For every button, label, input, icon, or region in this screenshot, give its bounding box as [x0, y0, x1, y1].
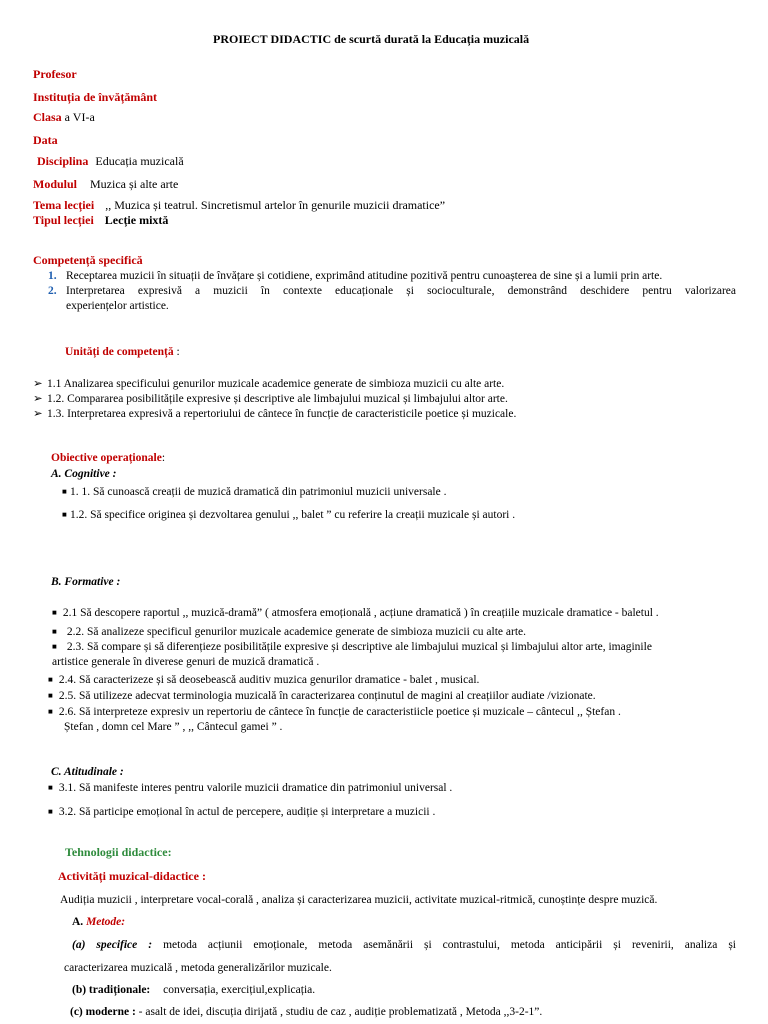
moderne-row: [70, 1005, 542, 1020]
unitati-item: ➢ 1.3. Interpretarea expresivă a repertoriului de cântece în funcție de caracteristicile poetice și muzicale.: [33, 408, 517, 420]
disciplina-value: Educația muzicală: [95, 154, 184, 168]
tema-value: ,, Muzica și teatrul. Sincretismul artelor în genurile muzicii dramatice”: [105, 198, 446, 212]
square-bullet-icon: ■: [48, 807, 53, 816]
clasa-row: [33, 110, 95, 126]
tema-row: [33, 198, 445, 214]
modulul-row: [33, 177, 178, 193]
moderne-label: (c) moderne :: [70, 1006, 136, 1018]
obiective-heading-suffix: :: [161, 452, 166, 464]
clasa-value: a VI-a: [64, 110, 95, 124]
formative-item: ■ 2.1 Să descopere raportul ,, muzică-dramă” ( atmosfera emoțională , acțiune dramatică ) în creațiile muzicale dramatice - baletul .: [52, 607, 659, 619]
formative-item: ■ 2.5. Să utilizeze adecvat terminologia muzicală în caracterizarea conținutul de magini al creațiilor audiate /vizionate.: [48, 690, 596, 702]
specifice-row: [72, 938, 736, 953]
specifice-text-continuation: caracterizarea muzicală , metoda generalizărilor muzicale.: [64, 962, 332, 974]
square-bullet-icon: ■: [52, 642, 57, 651]
unitati-heading-row: [65, 345, 180, 360]
traditionale-label: (b) tradiționale:: [72, 984, 151, 996]
square-bullet-icon: ■: [48, 691, 53, 700]
square-bullet-icon: ■: [62, 487, 67, 496]
formative-item: ■ 2.2. Să analizeze specificul genurilor muzicale academice generate de simbioza muzicii cu alte arte.: [52, 626, 527, 638]
tipul-row: [33, 213, 168, 229]
competenta-item: Receptarea muzicii în situații de învățare și cotidiene, exprimând atitudine pozitivă pentru cunoașterea de sine și a lumii prin arte.: [66, 270, 663, 282]
atitudinale-heading: C. Atitudinale :: [51, 766, 124, 778]
formative-heading: B. Formative :: [51, 576, 121, 588]
competenta-heading: Competență specifică: [33, 253, 143, 267]
metode-heading-row: [72, 915, 125, 930]
activitati-text: Audiția muzicii , interpretare vocal-corală , analiza și caracterizarea muzicii, activitate muzical-ritmică, cunoștințe despre muzică.: [60, 894, 658, 906]
specifice-label: (a) specifice :: [72, 939, 153, 951]
metode-prefix: A.: [72, 916, 87, 928]
competenta-item-continuation: experiențelor artistice.: [66, 300, 169, 312]
disciplina-label: Disciplina: [37, 154, 89, 168]
institutia-label: Instituția de învățământ: [33, 90, 158, 104]
square-bullet-icon: ■: [62, 510, 67, 519]
competenta-number: 1.: [48, 270, 57, 282]
square-bullet-icon: ■: [52, 627, 57, 636]
formative-item-continuation: Ștefan , domn cel Mare ” , ,, Cântecul gamei ” .: [64, 721, 283, 733]
disciplina-row: [37, 154, 184, 170]
activitati-heading: Activități muzical-didactice :: [58, 869, 206, 883]
clasa-label: Clasa: [33, 110, 62, 124]
moderne-text: - asalt de idei, discuția dirijată , studiu de caz , audiție problematizată , Metoda ,,3-2-1”.: [135, 1006, 543, 1018]
formative-item-continuation: artistice generale în diverese genuri de muzică dramatică .: [52, 656, 320, 668]
square-bullet-icon: ■: [48, 675, 53, 684]
formative-item: ■ 2.6. Să interpreteze expresiv un repertoriu de cântece în funcție de caracteristiicle poetice și muzicale – cântecul ,, Ștefan .: [48, 706, 621, 718]
arrow-bullet-icon: ➢: [33, 393, 43, 405]
profesor-label: Profesor: [33, 67, 77, 81]
document-title: PROIECT DIDACTIC de scurtă durată la Educația muzicală: [213, 32, 530, 46]
formative-item: ■ 2.3. Să compare și să diferențieze posibilitățile expresive și descriptive ale limbajului muzical și limbajului altor arte, imaginile: [52, 641, 652, 653]
competenta-item: Interpretarea expresivă a muzicii în contexte educaționale și socioculturale, demonstrând deschidere pentru valorizarea: [66, 285, 736, 297]
metode-heading: Metode:: [86, 916, 126, 928]
unitati-heading: Unități de competență: [65, 346, 174, 358]
unitati-item: ➢ 1.2. Compararea posibilitățile expresive și descriptive ale limbajului muzical și limbajului altor arte.: [33, 393, 508, 405]
tema-label: Tema lecției: [33, 198, 95, 212]
tipul-value: Lecție mixtă: [104, 213, 169, 227]
formative-item: ■ 2.4. Să caracterizeze și să deosebească auditiv muzica genurilor dramatice - balet , musical.: [48, 674, 480, 686]
square-bullet-icon: ■: [52, 608, 57, 617]
square-bullet-icon: ■: [48, 783, 53, 792]
unitati-item: ➢ 1.1 Analizarea specificului genurilor muzicale academice generate de simbioza muzicii cu alte arte.: [33, 378, 505, 390]
arrow-bullet-icon: ➢: [33, 378, 43, 390]
atitudinale-item: ■ 3.1. Să manifeste interes pentru valorile muzicii dramatice din patrimoniul universal .: [48, 782, 453, 794]
cognitive-heading: A. Cognitive :: [51, 468, 117, 480]
obiective-heading: Obiective operaționale: [51, 452, 162, 464]
modulul-label: Modulul: [33, 177, 78, 191]
atitudinale-item: ■ 3.2. Să participe emoțional în actul de percepere, audiție și interpretare a muzicii .: [48, 806, 436, 818]
cognitive-item: ■ 1. 1. Să cunoască creații de muzică dramatică din patrimoniul muzicii universale .: [62, 486, 447, 498]
obiective-heading-row: [51, 451, 165, 466]
data-label: Data: [33, 133, 58, 147]
tipul-label: Tipul lecției: [33, 213, 94, 227]
specifice-text: metoda acțiunii emoționale, metoda asemănării și contrastului, metoda anticipării și revenirii, analiza și: [163, 939, 736, 951]
modulul-value: Muzica și alte arte: [90, 177, 179, 191]
tehnologii-heading: Tehnologii didactice:: [65, 845, 172, 859]
unitati-heading-suffix: :: [173, 346, 180, 358]
cognitive-item: ■ 1.2. Să specifice originea și dezvoltarea genului ,, balet ” cu referire la creații muzicale și autori .: [62, 509, 516, 521]
square-bullet-icon: ■: [48, 707, 53, 716]
traditionale-text: conversația, exercițiul,explicația.: [163, 984, 316, 996]
traditionale-row: [72, 983, 315, 998]
competenta-number: 2.: [48, 285, 57, 297]
arrow-bullet-icon: ➢: [33, 408, 43, 420]
